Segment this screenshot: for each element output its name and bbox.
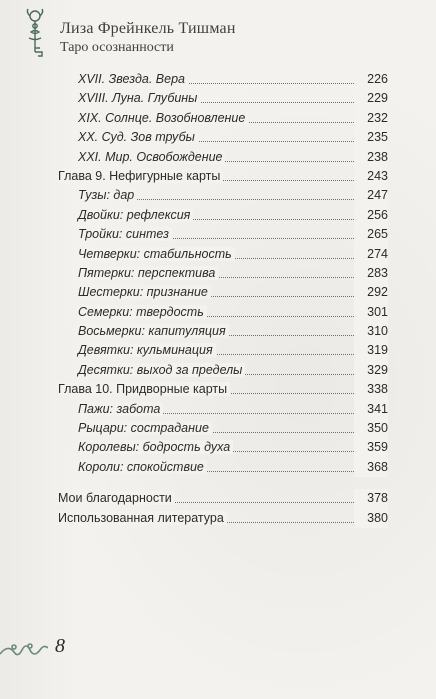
toc-entry[interactable] xyxy=(58,206,388,225)
toc-entry-title: Пажи: забота xyxy=(78,402,163,416)
toc-entry-page: 247 xyxy=(354,186,388,205)
toc-entry-title: Девятки: кульминация xyxy=(78,343,216,357)
toc-entry-title: XIX. Солнце. Возобновление xyxy=(78,111,248,125)
toc-entry-title: XXI. Мир. Освобождение xyxy=(78,150,225,164)
toc-entry-page: 338 xyxy=(354,380,388,399)
toc-entry-page: 226 xyxy=(354,70,388,89)
toc-entry-page: 243 xyxy=(354,167,388,186)
toc-entry[interactable] xyxy=(58,186,388,205)
toc-entry-title: XVIII. Луна. Глубины xyxy=(78,91,200,105)
toc-entry[interactable] xyxy=(58,341,388,360)
toc-entry-page: 235 xyxy=(354,128,388,147)
toc-entry-title: Королевы: бодрость духа xyxy=(78,440,233,454)
toc-entry[interactable] xyxy=(58,380,388,399)
toc-entry-title: Глава 10. Придворные карты xyxy=(58,382,230,396)
toc-entry[interactable] xyxy=(58,167,388,186)
toc-entry-page: 283 xyxy=(354,264,388,283)
toc-entry[interactable] xyxy=(58,322,388,341)
toc-entry-title: Восьмерки: капитуляция xyxy=(78,324,229,338)
toc-entry-title: XX. Суд. Зов трубы xyxy=(78,130,198,144)
toc-entry-page: 310 xyxy=(354,322,388,341)
toc-entry-page: 359 xyxy=(354,438,388,457)
toc-entry-page: 341 xyxy=(354,400,388,419)
toc-entry[interactable] xyxy=(58,245,388,264)
page-footer xyxy=(0,632,120,672)
toc-entry[interactable] xyxy=(58,489,388,508)
toc-entry-page: 229 xyxy=(354,89,388,108)
table-of-contents xyxy=(58,70,388,528)
book-title: Таро осознанности xyxy=(60,40,174,55)
key-icon xyxy=(18,8,52,60)
toc-entry-title: Тузы: дар xyxy=(78,188,137,202)
toc-entry-page: 265 xyxy=(354,225,388,244)
toc-entry-page: 368 xyxy=(354,458,388,477)
toc-entry[interactable] xyxy=(58,438,388,457)
toc-entry-page: 329 xyxy=(354,361,388,380)
toc-entry[interactable] xyxy=(58,70,388,89)
ornament-icon xyxy=(0,638,48,662)
book-author: Лиза Фрейнкель Тишман xyxy=(60,20,236,37)
toc-entry-title: Четверки: стабильность xyxy=(78,247,235,261)
toc-entry-title: Короли: спокойствие xyxy=(78,460,207,474)
toc-entry-title: XVII. Звезда. Вера xyxy=(78,72,188,86)
toc-spacer xyxy=(58,477,388,489)
toc-entry-title: Шестерки: признание xyxy=(78,285,211,299)
toc-entry-page: 238 xyxy=(354,148,388,167)
toc-entry[interactable] xyxy=(58,509,388,528)
toc-entry-page: 274 xyxy=(354,245,388,264)
toc-entry-title: Мои благодарности xyxy=(58,491,175,505)
toc-entry-page: 232 xyxy=(354,109,388,128)
toc-entry[interactable] xyxy=(58,283,388,302)
page-number: 8 xyxy=(55,635,65,657)
toc-entry-title: Десятки: выход за пределы xyxy=(78,363,245,377)
toc-entry-title: Использованная литература xyxy=(58,511,227,525)
toc-entry[interactable] xyxy=(58,225,388,244)
toc-entry-title: Глава 9. Нефигурные карты xyxy=(58,169,223,183)
toc-entry-page: 319 xyxy=(354,341,388,360)
toc-entry[interactable] xyxy=(58,400,388,419)
running-header xyxy=(18,8,418,60)
toc-entry[interactable] xyxy=(58,419,388,438)
toc-entry-page: 256 xyxy=(354,206,388,225)
toc-entry-title: Рыцари: сострадание xyxy=(78,421,212,435)
toc-entry-page: 378 xyxy=(354,489,388,508)
toc-entry[interactable] xyxy=(58,148,388,167)
toc-entry-page: 301 xyxy=(354,303,388,322)
toc-entry[interactable] xyxy=(58,303,388,322)
toc-entry[interactable] xyxy=(58,361,388,380)
toc-entry[interactable] xyxy=(58,109,388,128)
toc-entry-title: Двойки: рефлексия xyxy=(78,208,193,222)
toc-entry-title: Тройки: синтез xyxy=(78,227,172,241)
toc-entry[interactable] xyxy=(58,128,388,147)
toc-entry-title: Семерки: твердость xyxy=(78,305,207,319)
toc-entry[interactable] xyxy=(58,264,388,283)
toc-entry[interactable] xyxy=(58,458,388,477)
toc-entry-page: 292 xyxy=(354,283,388,302)
toc-entry-page: 380 xyxy=(354,509,388,528)
toc-entry-title: Пятерки: перспектива xyxy=(78,266,218,280)
toc-entry-page: 350 xyxy=(354,419,388,438)
toc-entry[interactable] xyxy=(58,89,388,108)
